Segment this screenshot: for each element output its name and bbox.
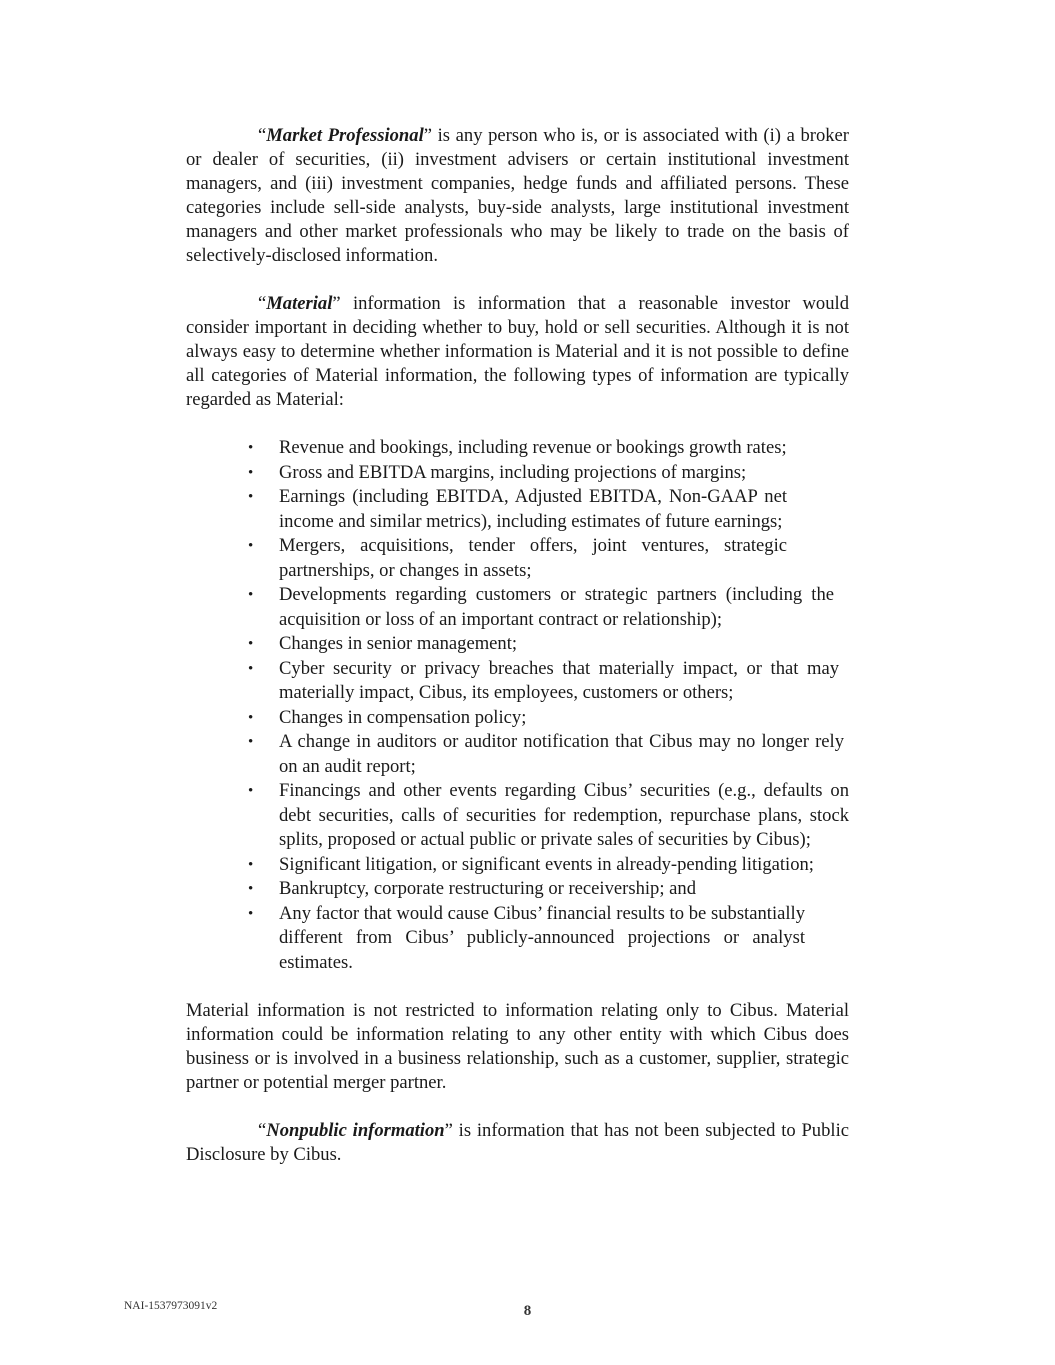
list-item: • Changes in compensation policy; bbox=[248, 706, 849, 731]
page-number: 8 bbox=[523, 1303, 532, 1319]
bullet-icon: • bbox=[248, 464, 254, 481]
list-item: • Revenue and bookings, including revenue or bookings growth rates; bbox=[248, 436, 849, 461]
document-body bbox=[186, 124, 849, 1167]
list-item: • Significant litigation, or significant events in already-pending litigation; bbox=[248, 853, 874, 878]
bullet-icon: • bbox=[248, 905, 254, 922]
list-item: • Developments regarding customers or strategic partners (including the acquisition or loss of an important contract or relationship); bbox=[248, 584, 834, 630]
list-item: • Earnings (including EBITDA, Adjusted EBITDA, Non-GAAP net income and similar metrics), including estimates of future earnings; bbox=[248, 486, 787, 532]
term-nonpublic-information: Nonpublic information bbox=[266, 1120, 445, 1141]
list-item: • Financings and other events regarding Cibus’ securities (e.g., defaults on debt securities, calls of securities for redemption, repurchase plans, stock splits, proposed or actual public or private sales of securities by Cibus); bbox=[248, 780, 849, 850]
material-information-list bbox=[248, 436, 849, 975]
bullet-icon: • bbox=[248, 660, 254, 677]
definition-nonpublic-information: “Nonpublic information” is information that has not been subjected to Public Disclosure by Cibus. bbox=[186, 1120, 849, 1165]
term-market-professional: Market Professional bbox=[266, 125, 424, 146]
document-code: NAI-1537973091v2 bbox=[124, 1300, 218, 1312]
bullet-icon: • bbox=[248, 489, 254, 505]
list-item: • Bankruptcy, corporate restructuring or receivership; and bbox=[248, 877, 849, 902]
list-item: • Any factor that would cause Cibus’ financial results to be substantially different from Cibus’ publicly-announced projections or analyst estimates. bbox=[248, 902, 805, 973]
list-item: • Cyber security or privacy breaches that materially impact, or that may materially impact, Cibus, its employees, customers or others; bbox=[248, 657, 839, 703]
bullet-icon: • bbox=[248, 709, 254, 726]
definition-market-professional: “Market Professional” is any person who is, or is associated with (i) a broker or dealer of securities, (ii) investment advisers or certain institutional investment managers, and (iii) investment companies, hedge funds and affiliated persons. These categories include sell-side analysts, buy-side analysts, large institutional investment managers and other market professionals who may be likely to trade on the basis of selectively-disclosed information. bbox=[186, 125, 849, 266]
bullet-icon: • bbox=[248, 538, 254, 554]
list-item: • A change in auditors or auditor notification that Cibus may no longer rely on an audit report; bbox=[248, 731, 844, 777]
bullet-icon: • bbox=[248, 856, 254, 873]
bullet-icon: • bbox=[248, 783, 254, 799]
term-material: Material bbox=[266, 293, 333, 314]
bullet-icon: • bbox=[248, 587, 254, 603]
list-item: • Mergers, acquisitions, tender offers, joint ventures, strategic partnerships, or changes in assets; bbox=[248, 535, 787, 581]
material-scope-paragraph: Material information is not restricted to information relating only to Cibus. Material information could be information relating to any other entity with which Cibus does business or is involved in a business relationship, such as a customer, supplier, strategic partner or potential merger partner. bbox=[186, 1000, 849, 1093]
definition-material: “Material” information is information that a reasonable investor would consider important in deciding whether to buy, hold or sell securities. Although it is not always easy to determine whether information is Material and it is not possible to define all categories of Material information, the following types of information are typically regarded as Material: bbox=[186, 293, 849, 410]
bullet-icon: • bbox=[248, 440, 254, 456]
bullet-icon: • bbox=[248, 734, 254, 750]
list-item: • Gross and EBITDA margins, including projections of margins; bbox=[248, 461, 849, 486]
bullet-icon: • bbox=[248, 881, 254, 897]
list-item: • Changes in senior management; bbox=[248, 632, 849, 657]
bullet-icon: • bbox=[248, 636, 254, 652]
